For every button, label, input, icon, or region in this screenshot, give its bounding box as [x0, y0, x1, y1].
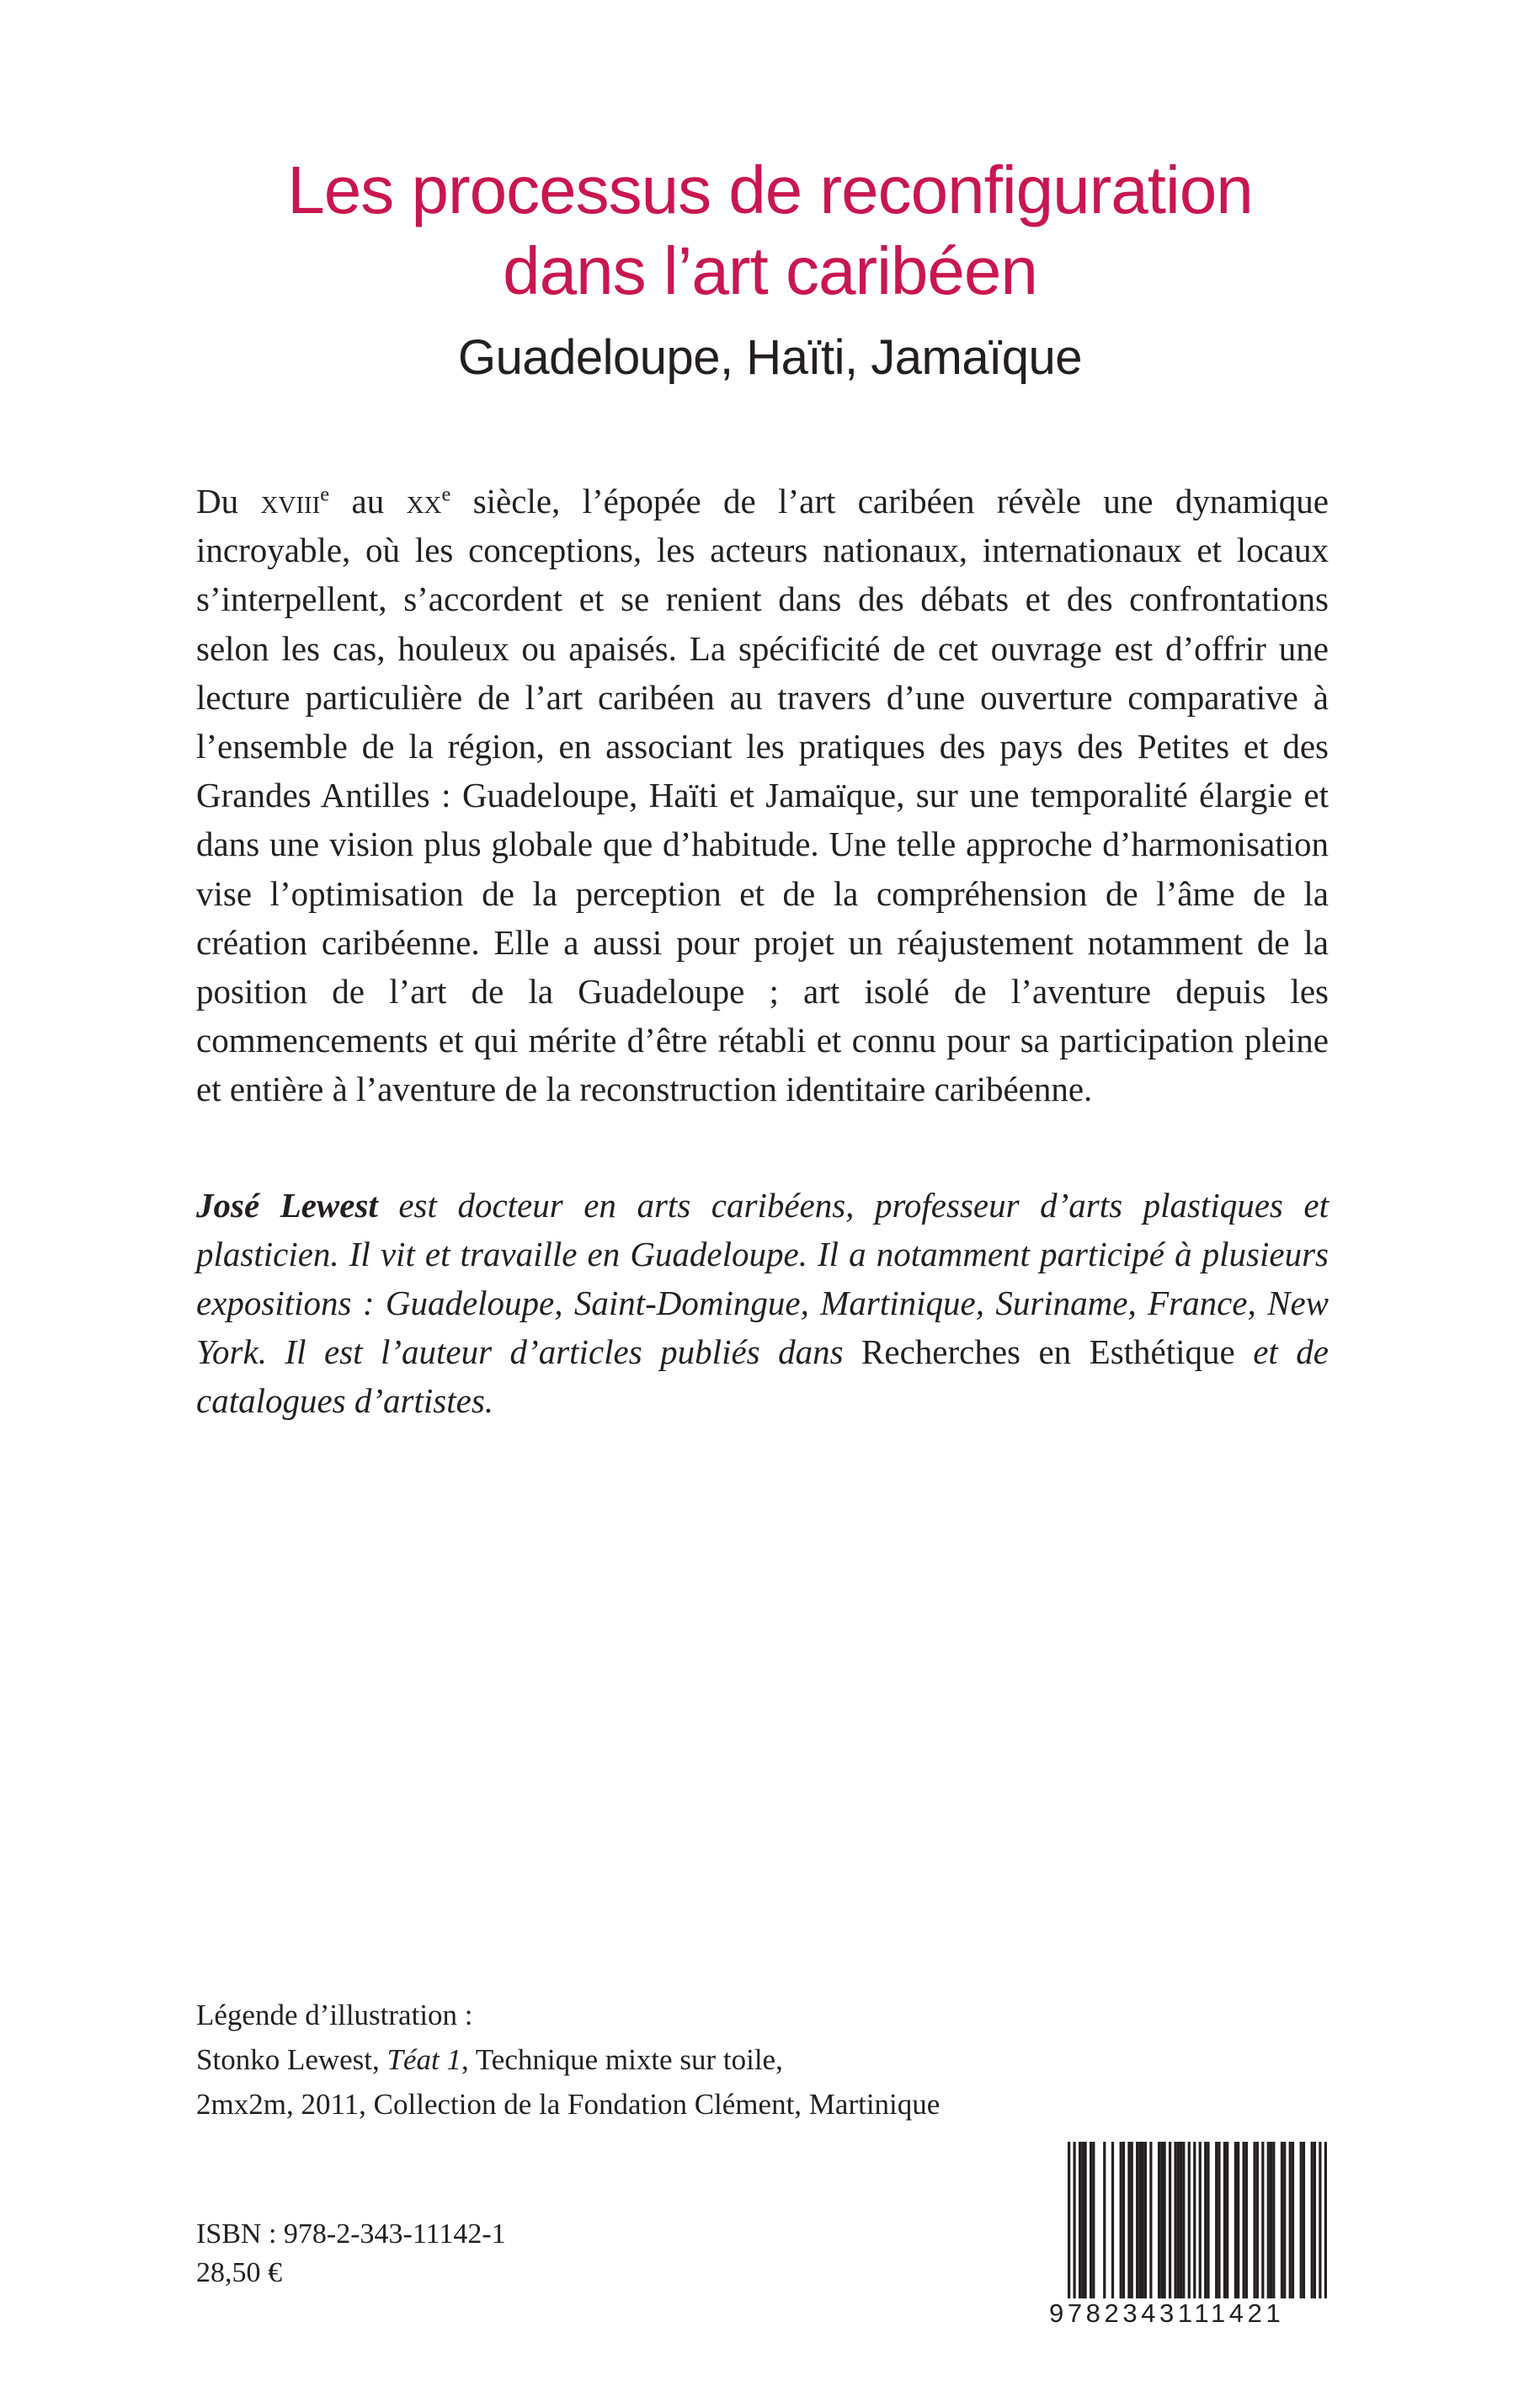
barcode-bar — [1111, 2142, 1114, 2298]
barcode-bar — [1174, 2142, 1176, 2298]
barcode-bar — [1177, 2142, 1180, 2298]
summary-intro-au: au — [329, 482, 407, 520]
century-from-sup: e — [320, 483, 330, 506]
barcode-bar — [1158, 2142, 1160, 2298]
barcode-bar — [1300, 2142, 1303, 2298]
barcode-bar — [1127, 2142, 1130, 2298]
barcode-bar — [1272, 2142, 1275, 2298]
barcode-bar — [1144, 2142, 1147, 2298]
isbn-block — [196, 2215, 506, 2293]
legend-details: 2mx2m, 2011, Collection de la Fondation Clément, Martinique — [196, 2088, 941, 2121]
barcode-bar — [1136, 2142, 1138, 2298]
author-bio-end: et de catalogues d’artistes. — [196, 1332, 1329, 1420]
century-to: xx — [406, 482, 442, 520]
barcode-bar — [1160, 2142, 1163, 2298]
barcode-bar — [1180, 2142, 1182, 2298]
barcode-bar — [1267, 2142, 1270, 2298]
legend-artist: Stonko Lewest, — [196, 2043, 387, 2076]
barcode-bar — [1237, 2142, 1239, 2298]
barcode-bar — [1303, 2142, 1305, 2298]
barcode-bar — [1261, 2142, 1264, 2298]
barcode-bar — [1199, 2142, 1202, 2310]
barcode-bar — [1073, 2142, 1075, 2310]
legend-heading: Légende d’illustration : — [196, 1999, 473, 2031]
barcode-bar — [1068, 2142, 1070, 2310]
legend-technique: , Technique mixte sur toile, — [461, 2043, 783, 2076]
barcode-bar — [1090, 2142, 1092, 2298]
barcode-bar — [1204, 2142, 1207, 2298]
barcode-bar — [1256, 2142, 1259, 2298]
legend-line-2 — [196, 2037, 940, 2082]
barcode-bar — [1079, 2142, 1081, 2298]
century-from: xviii — [260, 482, 321, 520]
author-name: José Lewest — [196, 1186, 378, 1225]
barcode-bar — [1122, 2142, 1125, 2298]
summary-paragraph — [196, 477, 1329, 1114]
barcode-bar — [1103, 2142, 1106, 2298]
barcode-bar — [1092, 2142, 1095, 2298]
barcode-bar — [1253, 2142, 1255, 2298]
barcode-digits: 9782343111421 — [1049, 2298, 1327, 2329]
barcode-bar — [1289, 2142, 1292, 2298]
isbn-number: ISBN : 978-2-343-11142-1 — [196, 2218, 506, 2250]
barcode-bar — [1223, 2142, 1226, 2298]
barcode-bar — [1120, 2142, 1122, 2298]
barcode-bar — [1215, 2142, 1218, 2298]
summary-intro-du: Du — [196, 482, 239, 520]
barcode-bar — [1218, 2142, 1220, 2298]
author-bio-text: est docteur en arts caribéens, professeur d’arts plastiques et plasticien. Il vit et travaille en Guadeloupe. Il a notamment participé à plusieurs expositions : Guadeloupe, Saint-Domingue, Martinique, Suriname, France, New York. Il est l’auteur d’articles publiés dans — [196, 1186, 1329, 1371]
book-title-line-1: Les processus de reconfiguration — [287, 152, 1253, 227]
journal-title: Recherches en Esthétique — [861, 1332, 1235, 1371]
barcode-bar — [1270, 2142, 1272, 2298]
barcode-bar — [1226, 2142, 1228, 2298]
barcode-bar — [1283, 2142, 1286, 2298]
barcode-bar — [1281, 2142, 1283, 2298]
barcode-bar — [1245, 2142, 1248, 2298]
illustration-legend — [196, 1993, 940, 2127]
barcode-bar — [1138, 2142, 1141, 2298]
author-bio — [196, 1181, 1329, 1425]
barcode-bar — [1292, 2142, 1294, 2298]
summary-text: siècle, l’épopée de l’art caribéen révèle une dynamique incroyable, où les conceptions, les acteurs nationaux, internationaux et locaux s’interpellent, s’accordent et se renient dans des débats et des confrontations selon les cas, houleux ou apaisés. La spécificité de cet ouvrage est d’offrir une lecture particulière de l’art caribéen au travers d’une ouverture comparative à l’ensemble de la région, en associant les pratiques des pays des Petites et des Grandes Antilles : Guadeloupe, Haïti et Jamaïque, sur une temporalité élargie et dans une vision plus globale que d’habitude. Une telle approche d’harmonisation vise l’optimisation de la perception et de la compréhension de l’âme de la création caribéenne. Elle a aussi pour projet un réajustement notamment de la position de l’art de la Guadeloupe ; art isolé de l’aventure depuis les commencements et qui mérite d’être rétabli et connu pour sa participation pleine et entière à l’aventure de la reconstruction identitaire caribéenne. — [196, 482, 1329, 1109]
barcode-bar — [1149, 2142, 1152, 2298]
barcode-bar — [1207, 2142, 1209, 2298]
barcode-bar — [1182, 2142, 1185, 2298]
barcode-bar — [1234, 2142, 1237, 2298]
barcode-bar — [1314, 2142, 1316, 2298]
barcode-bar — [1081, 2142, 1084, 2298]
book-subtitle: Guadeloupe, Haïti, Jamaïque — [458, 330, 1082, 385]
barcode-bar — [1084, 2142, 1086, 2298]
price: 28,50 € — [196, 2257, 282, 2288]
legend-work-title: Téat 1 — [386, 2043, 461, 2076]
barcode-bar — [1169, 2142, 1171, 2298]
century-to-sup: e — [441, 483, 451, 506]
barcode-bar — [1142, 2142, 1144, 2298]
barcode-bar — [1193, 2142, 1196, 2310]
barcode-bar — [1188, 2142, 1191, 2298]
book-title — [0, 150, 1540, 312]
book-title-line-2: dans l’art caribéen — [503, 233, 1037, 308]
barcode-bar — [1319, 2142, 1321, 2310]
barcode-bar — [1324, 2142, 1327, 2310]
barcode-bar — [1311, 2142, 1314, 2298]
barcode-bar — [1131, 2142, 1133, 2298]
barcode — [1049, 2142, 1327, 2329]
barcode-bar — [1242, 2142, 1244, 2298]
barcode-bar — [1163, 2142, 1165, 2298]
